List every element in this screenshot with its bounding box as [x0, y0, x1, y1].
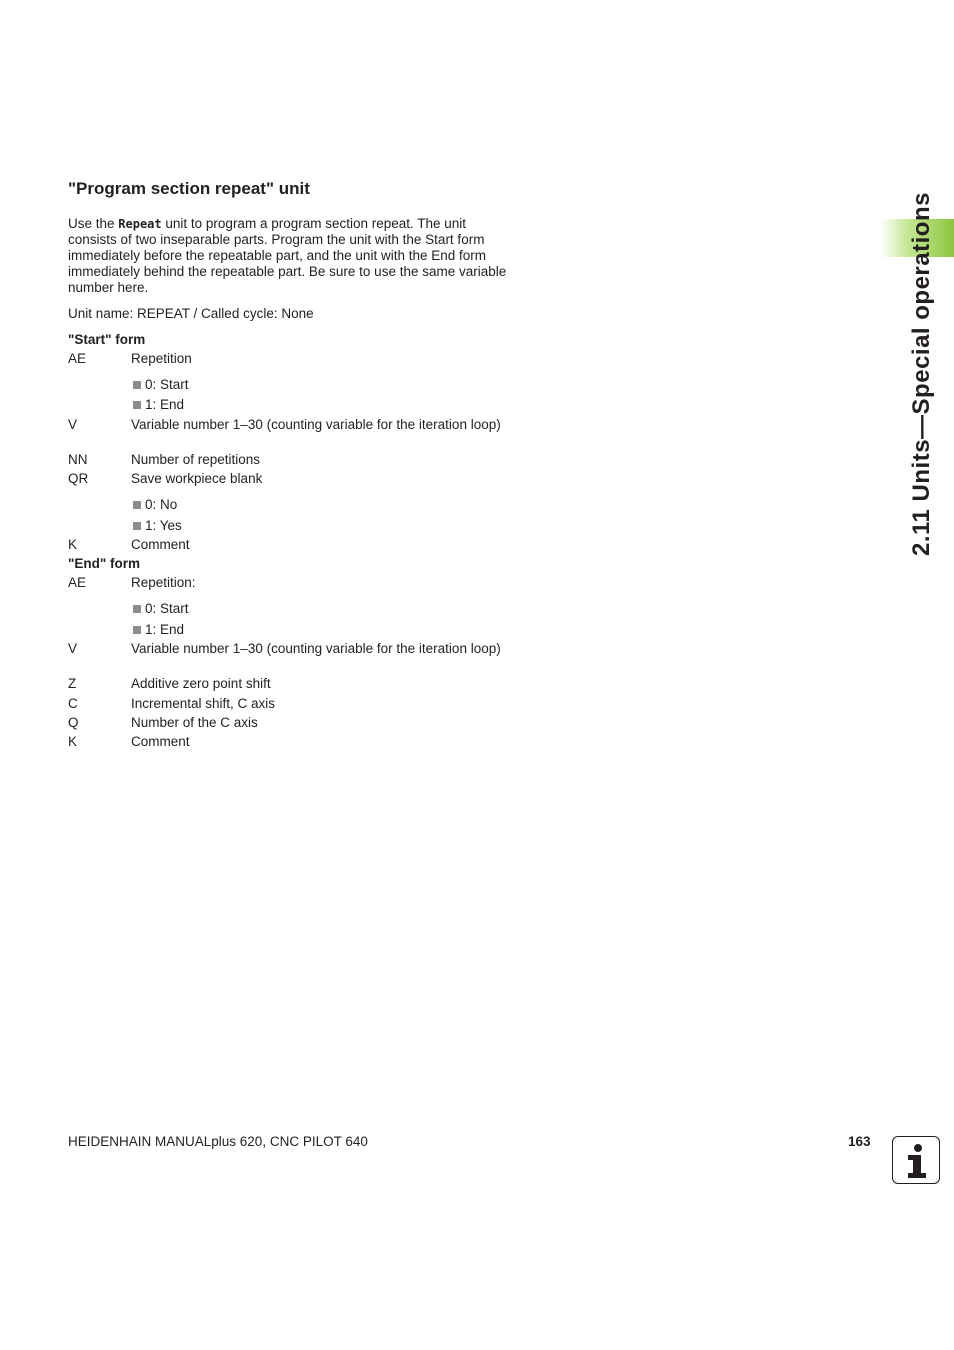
start-option-item: 0: No [133, 497, 177, 513]
start-param-code: NN [68, 452, 88, 467]
end-param-code: Z [68, 676, 77, 691]
end-param-code: AE [68, 575, 87, 590]
end-param-desc: Number of the C axis [131, 715, 258, 730]
bullet-square-icon [133, 501, 141, 509]
start-option-item: 1: End [133, 397, 184, 413]
start-param-desc: Number of repetitions [131, 452, 261, 467]
start-param-desc: Repetition [131, 351, 192, 366]
start-form-title: "Start" form [68, 332, 146, 347]
end-option-item: 0: Start [133, 601, 189, 617]
end-option-item: 1: End [133, 622, 184, 638]
end-param-code: C [68, 696, 78, 711]
end-param-desc: Repetition: [131, 575, 196, 590]
start-param-code: AE [68, 351, 87, 366]
intro-text-before: Use the [68, 216, 119, 231]
start-option-item: 1: Yes [133, 518, 182, 534]
section-heading: "Program section repeat" unit [68, 179, 310, 198]
end-param-desc: Additive zero point shift [131, 676, 271, 691]
intro-text-after: unit to program a program section repeat. The unit consists of two inseparable parts. Program the unit with the Start form immediately before the repeatable part, and the unit with the End form immediately behind the repeatable part. Be sure to use the same variable number here. [68, 216, 507, 295]
start-param-code: V [68, 417, 78, 432]
chapter-side-title: 2.11 Units—Special operations [908, 192, 935, 556]
bullet-square-icon [133, 381, 141, 389]
end-form-title: "End" form [68, 556, 141, 571]
intro-paragraph [68, 216, 518, 296]
end-param-desc: Comment [131, 734, 190, 749]
bullet-square-icon [133, 626, 141, 634]
bullet-square-icon [133, 605, 141, 613]
start-param-desc: Save workpiece blank [131, 471, 263, 486]
bullet-square-icon [133, 401, 141, 409]
start-param-desc: Variable number 1–30 (counting variable for the iteration loop) [131, 417, 501, 432]
start-param-code: K [68, 537, 78, 552]
bullet-square-icon [133, 522, 141, 530]
end-param-desc: Incremental shift, C axis [131, 696, 276, 711]
end-param-desc: Variable number 1–30 (counting variable for the iteration loop) [131, 641, 501, 656]
start-param-code: QR [68, 471, 89, 486]
page-number: 163 [848, 1134, 871, 1149]
start-option-item: 0: Start [133, 377, 189, 393]
end-param-code: Q [68, 715, 79, 730]
unit-name-line: Unit name: REPEAT / Called cycle: None [68, 306, 314, 321]
footer-product-name: HEIDENHAIN MANUALplus 620, CNC PILOT 640 [68, 1134, 368, 1149]
end-param-code: K [68, 734, 78, 749]
end-param-code: V [68, 641, 78, 656]
info-icon [892, 1136, 940, 1184]
start-param-desc: Comment [131, 537, 190, 552]
intro-keyword: Repeat [118, 217, 162, 231]
